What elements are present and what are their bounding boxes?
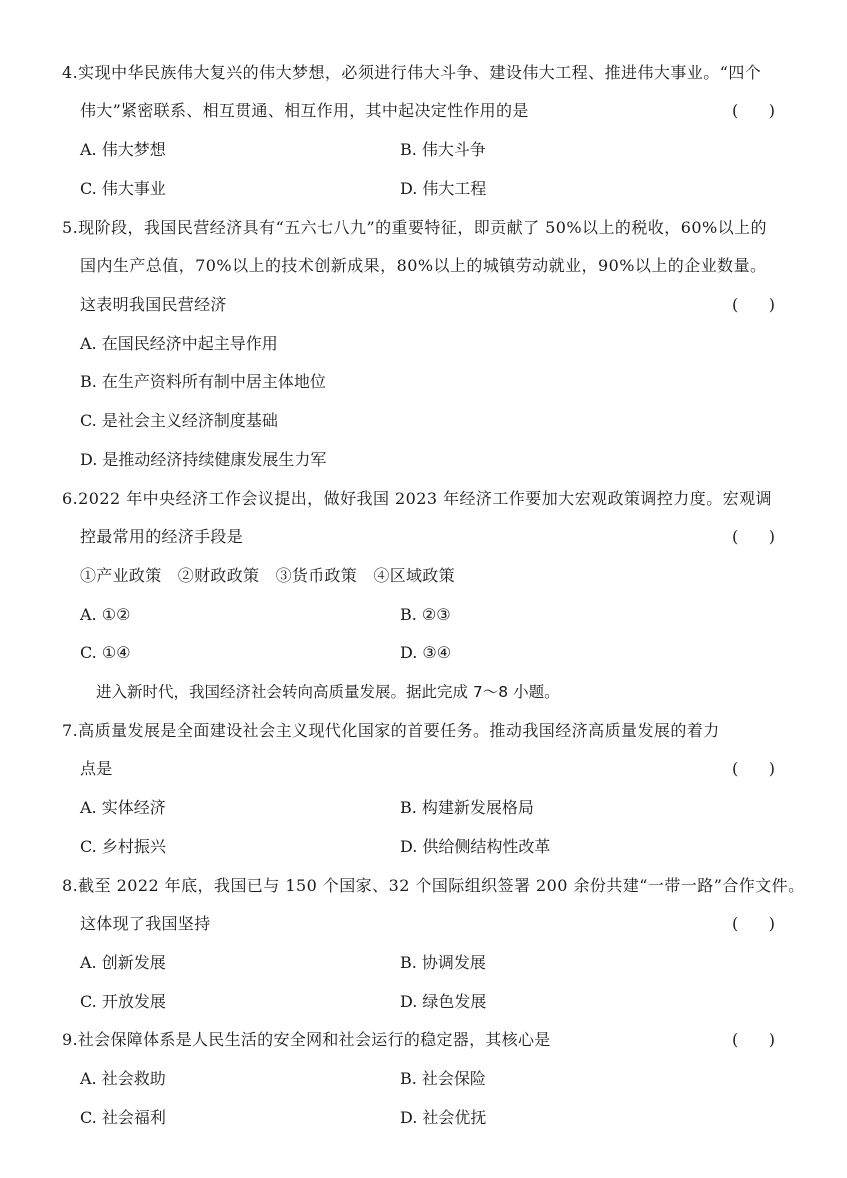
q7-option-c[interactable]: C. 乡村振兴	[80, 837, 166, 856]
q4-option-a[interactable]: A. 伟大梦想	[80, 140, 166, 159]
q5-stem-line-1: 5.现阶段，我国民营经济具有“五六七八九”的重要特征，即贡献了 50%以上的税收，60%以上的	[62, 218, 767, 237]
q6-option-c[interactable]: C. ①④	[80, 643, 131, 662]
q8-stem-line-2: 这体现了我国坚持	[80, 914, 211, 933]
q6-option-b[interactable]: B. ②③	[400, 605, 451, 624]
q6-stem-line-2: 控最常用的经济手段是	[80, 527, 244, 546]
q7-stem-line-2: 点是	[80, 759, 113, 778]
q8-answer-bracket[interactable]: ( )	[732, 914, 775, 933]
q9-option-b[interactable]: B. 社会保险	[400, 1069, 486, 1088]
q8-option-b[interactable]: B. 协调发展	[400, 953, 486, 972]
q9-stem-line-1: 9.社会保障体系是人民生活的安全网和社会运行的稳定器，其核心是	[62, 1030, 551, 1049]
q5-option-c[interactable]: C. 是社会主义经济制度基础	[80, 411, 278, 430]
q7-option-b[interactable]: B. 构建新发展格局	[400, 798, 534, 817]
q9-option-a[interactable]: A. 社会救助	[80, 1069, 166, 1088]
q9-answer-bracket[interactable]: ( )	[732, 1030, 775, 1049]
q6-option-d[interactable]: D. ③④	[400, 643, 452, 662]
q4-option-c[interactable]: C. 伟大事业	[80, 179, 166, 198]
q4-stem-line-1: 4.实现中华民族伟大复兴的伟大梦想，必须进行伟大斗争、建设伟大工程、推进伟大事业。“四个	[62, 63, 762, 82]
q8-option-c[interactable]: C. 开放发展	[80, 992, 166, 1011]
q6-answer-bracket[interactable]: ( )	[732, 527, 775, 546]
q8-stem-line-1: 8.截至 2022 年底，我国已与 150 个国家、32 个国际组织签署 200 余份共建“一带一路”合作文件。	[62, 876, 805, 895]
q7-answer-bracket[interactable]: ( )	[732, 759, 775, 778]
q4-answer-bracket[interactable]: ( )	[732, 101, 775, 120]
q7-8-intro: 进入新时代，我国经济社会转向高质量发展。据此完成 7～8 小题。	[96, 683, 560, 701]
q5-answer-bracket[interactable]: ( )	[732, 295, 775, 314]
q5-option-b[interactable]: B. 在生产资料所有制中居主体地位	[80, 372, 326, 391]
q8-option-d[interactable]: D. 绿色发展	[400, 992, 487, 1011]
q7-option-a[interactable]: A. 实体经济	[80, 798, 166, 817]
q7-stem-line-1: 7.高质量发展是全面建设社会主义现代化国家的首要任务。推动我国经济高质量发展的着力	[62, 721, 720, 740]
q4-option-b[interactable]: B. 伟大斗争	[400, 140, 486, 159]
q5-option-a[interactable]: A. 在国民经济中起主导作用	[80, 334, 278, 353]
q4-option-d[interactable]: D. 伟大工程	[400, 179, 487, 198]
q6-choice-items: ①产业政策 ②财政政策 ③货币政策 ④区域政策	[80, 566, 455, 585]
q7-option-d[interactable]: D. 供给侧结构性改革	[400, 837, 551, 856]
q6-option-a[interactable]: A. ①②	[80, 605, 131, 624]
q9-option-c[interactable]: C. 社会福利	[80, 1108, 166, 1127]
q5-stem-line-3: 这表明我国民营经济	[80, 295, 227, 314]
q9-option-d[interactable]: D. 社会优抚	[400, 1108, 487, 1127]
q6-stem-line-1: 6.2022 年中央经济工作会议提出，做好我国 2023 年经济工作要加大宏观政策调控力度。宏观调	[62, 489, 773, 508]
q5-option-d[interactable]: D. 是推动经济持续健康发展生力军	[80, 450, 327, 469]
q5-stem-line-2: 国内生产总值，70%以上的技术创新成果，80%以上的城镇劳动就业，90%以上的企业数量。	[80, 256, 767, 275]
q8-option-a[interactable]: A. 创新发展	[80, 953, 166, 972]
q4-stem-line-2: 伟大”紧密联系、相互贯通、相互作用，其中起决定性作用的是	[80, 101, 529, 120]
